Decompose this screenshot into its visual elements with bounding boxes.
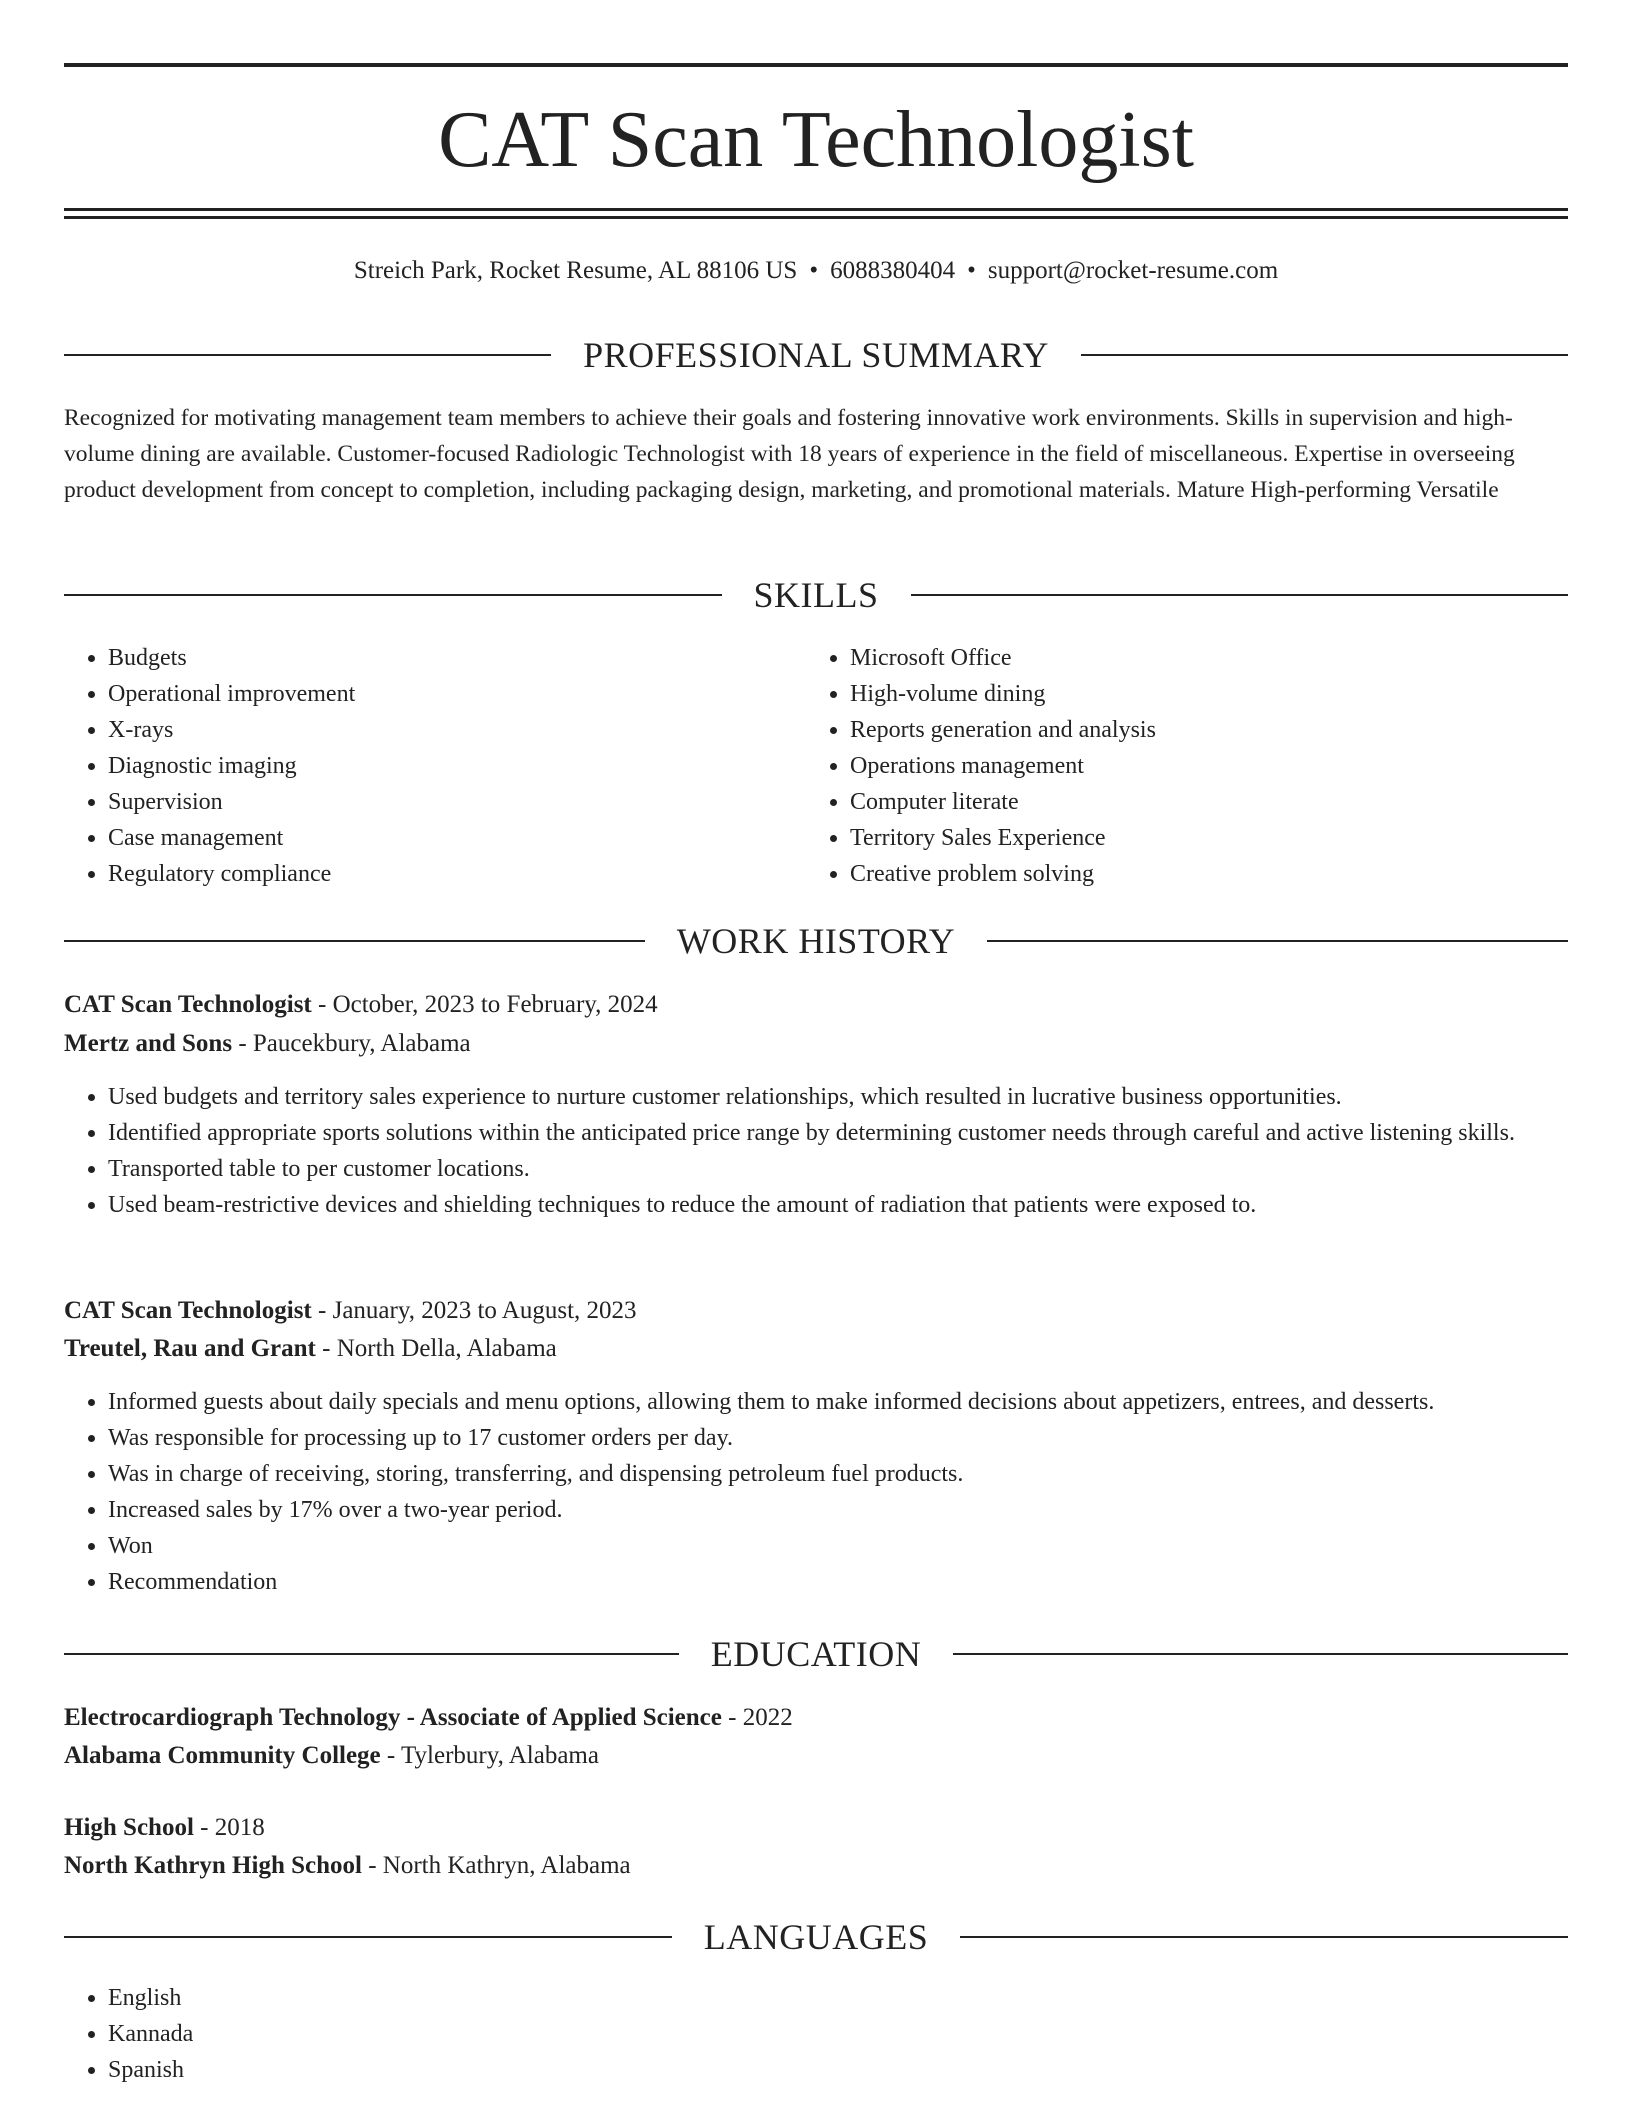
education-location: - Tylerbury, Alabama — [380, 1742, 599, 1769]
job-bullets — [64, 1079, 1568, 1223]
job-bullet: • Informed guests about daily specials and menu options, allowing them to make informed decisions about appetizers, entrees, and desserts. — [108, 1384, 1568, 1420]
job-bullet: • Won — [108, 1528, 1568, 1564]
section-heading-languages — [64, 1917, 1568, 1957]
contact-separator: • — [967, 257, 976, 284]
contact-line — [64, 254, 1568, 288]
heading-rule — [64, 354, 551, 356]
education-year: - 2022 — [721, 1704, 793, 1731]
skill-item: • Regulatory compliance — [108, 856, 355, 892]
job-title-line — [64, 1292, 1568, 1330]
title-rule-lower — [64, 216, 1568, 219]
contact-email: support@rocket-resume.com — [987, 257, 1279, 284]
section-title: SKILLS — [753, 575, 879, 615]
section-title: EDUCATION — [710, 1634, 922, 1674]
language-item: • English — [108, 1980, 1568, 2016]
skill-item: • Supervision — [108, 784, 355, 820]
job-bullet: • Transported table to per customer locations. — [108, 1151, 1568, 1187]
section-title: LANGUAGES — [703, 1917, 929, 1957]
education-school: Alabama Community College — [64, 1742, 381, 1769]
skill-item: • Microsoft Office — [850, 640, 1156, 676]
language-item: • Kannada — [108, 2016, 1568, 2052]
skills-left-column — [64, 640, 355, 892]
section-heading-skills — [64, 575, 1568, 615]
language-item: • Spanish — [108, 2052, 1568, 2088]
skill-item: • Reports generation and analysis — [850, 712, 1156, 748]
job-bullet: • Increased sales by 17% over a two-year period. — [108, 1492, 1568, 1528]
skills-right-column — [806, 640, 1156, 892]
section-title: PROFESSIONAL SUMMARY — [583, 335, 1049, 375]
page-title: CAT Scan Technologist — [438, 96, 1194, 184]
job-location: - Paucekbury, Alabama — [232, 1030, 471, 1057]
heading-rule — [64, 940, 645, 942]
skill-item: • High-volume dining — [850, 676, 1156, 712]
job-location: - North Della, Alabama — [315, 1335, 557, 1362]
skill-item: • Creative problem solving — [850, 856, 1156, 892]
education-location: - North Kathryn, Alabama — [361, 1852, 631, 1879]
skill-item: • Budgets — [108, 640, 355, 676]
job-title-line — [64, 986, 1568, 1024]
section-heading-summary — [64, 335, 1568, 375]
education-degree: Electrocardiograph Technology - Associate of Applied Science — [64, 1704, 722, 1731]
job-company: Treutel, Rau and Grant — [64, 1335, 316, 1362]
job-title: CAT Scan Technologist — [64, 991, 312, 1018]
skill-item: • Operations management — [850, 748, 1156, 784]
heading-rule — [987, 940, 1568, 942]
heading-rule — [911, 594, 1569, 596]
job-company-line — [64, 1330, 1568, 1368]
contact-separator: • — [809, 257, 819, 284]
education-degree: High School — [64, 1814, 194, 1841]
job-bullet: • Used budgets and territory sales experience to nurture customer relationships, which resulted in lucrative business opportunities. — [108, 1079, 1568, 1115]
summary-text: Recognized for motivating management team members to achieve their goals and fostering innovative work environments. Skills in supervision and high-volume dining are available. Customer-focused Radiologic Technologist with 18 years of experience in the field of miscellaneous. Expertise in overseeing product development from concept to completion, including packaging design, marketing, and promotional materials. Mature High-performing Versatile — [64, 405, 1515, 503]
heading-rule — [64, 1653, 679, 1655]
skill-item: • Diagnostic imaging — [108, 748, 355, 784]
heading-rule — [960, 1936, 1568, 1938]
job-dates: - October, 2023 to February, 2024 — [311, 991, 658, 1018]
education-school-line — [64, 1737, 1568, 1775]
education-degree-line — [64, 1809, 1568, 1847]
heading-rule — [953, 1653, 1568, 1655]
job-dates: - January, 2023 to August, 2023 — [311, 1297, 637, 1324]
education-school: North Kathryn High School — [64, 1852, 362, 1879]
job-bullet: • Used beam-restrictive devices and shielding techniques to reduce the amount of radiation that patients were exposed to. — [108, 1187, 1568, 1223]
skill-item: • Computer literate — [850, 784, 1156, 820]
contact-address: Streich Park, Rocket Resume, AL 88106 US — [353, 257, 798, 284]
top-rule — [64, 63, 1568, 67]
heading-rule — [64, 1936, 672, 1938]
language-list — [64, 1980, 1568, 2088]
heading-rule — [64, 594, 722, 596]
job-title: CAT Scan Technologist — [64, 1297, 312, 1324]
skill-item: • Operational improvement — [108, 676, 355, 712]
job-bullets — [64, 1384, 1568, 1600]
skill-item: • X-rays — [108, 712, 355, 748]
section-title: WORK HISTORY — [676, 921, 956, 961]
section-heading-education — [64, 1634, 1568, 1674]
education-school-line — [64, 1847, 1568, 1885]
job-company-line — [64, 1025, 1568, 1063]
job-bullet: • Recommendation — [108, 1564, 1568, 1600]
education-degree-line — [64, 1699, 1568, 1737]
contact-phone: 6088380404 — [830, 257, 956, 284]
job-bullet: • Identified appropriate sports solutions within the anticipated price range by determining customer needs through careful and active listening skills. — [108, 1115, 1568, 1151]
skill-item: • Territory Sales Experience — [850, 820, 1156, 856]
skill-item: • Case management — [108, 820, 355, 856]
job-company: Mertz and Sons — [64, 1030, 233, 1057]
job-bullet: • Was in charge of receiving, storing, transferring, and dispensing petroleum fuel products. — [108, 1456, 1568, 1492]
education-year: - 2018 — [193, 1814, 265, 1841]
job-bullet: • Was responsible for processing up to 17 customer orders per day. — [108, 1420, 1568, 1456]
title-rule-upper — [64, 208, 1568, 211]
section-heading-work-history — [64, 921, 1568, 961]
heading-rule — [1081, 354, 1568, 356]
